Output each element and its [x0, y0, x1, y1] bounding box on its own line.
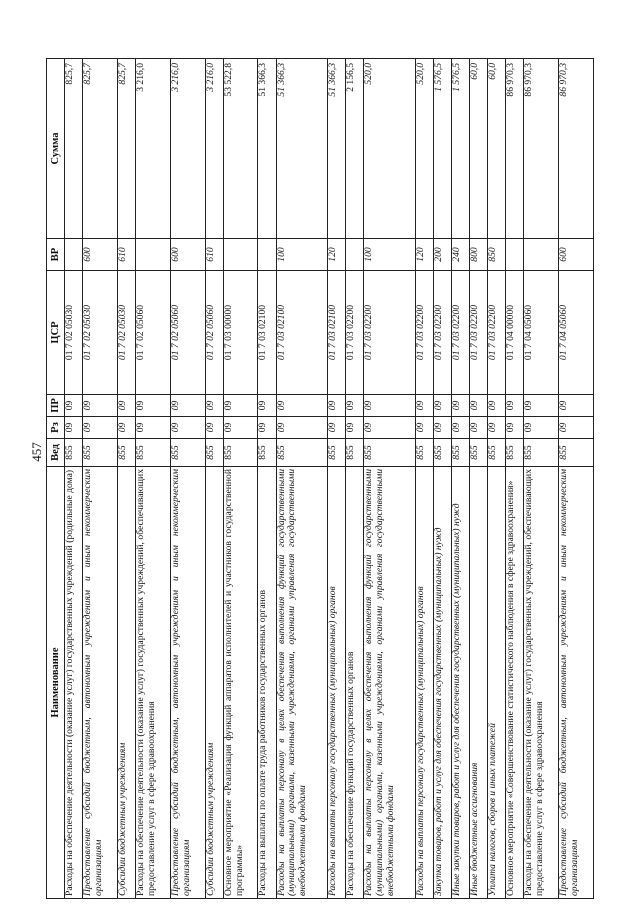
cell-pr: 09: [433, 395, 451, 417]
table-row: [136, 59, 171, 899]
cell-sum: 3 216,0: [205, 59, 223, 239]
cell-rz: 09: [136, 417, 171, 439]
cell-csr: 01 7 03 02200: [415, 271, 433, 395]
cell-sum: 3 216,0: [170, 59, 205, 239]
cell-vr: 610: [205, 239, 223, 271]
cell-ved: 855: [327, 439, 345, 467]
cell-vr: 800: [469, 239, 487, 271]
cell-csr: 01 7 03 02200: [469, 271, 487, 395]
cell-pr: 09: [346, 395, 364, 417]
cell-rz: 09: [469, 417, 487, 439]
table-row: [524, 59, 559, 899]
table-row: [117, 59, 135, 899]
cell-pr: 09: [524, 395, 559, 417]
table-row: [364, 59, 415, 899]
cell-name: Расходы на выплаты персоналу государственных (муниципальных) органов: [327, 467, 345, 899]
header-vr: ВР: [47, 239, 65, 271]
cell-pr: 09: [223, 395, 258, 417]
cell-sum: 60,0: [488, 59, 506, 239]
cell-ved: 855: [524, 439, 559, 467]
cell-ved: 855: [488, 439, 506, 467]
cell-pr: 09: [117, 395, 135, 417]
cell-csr: 01 7 02 05030: [65, 271, 83, 395]
cell-name: Расходы на выплаты по оплате труда работников государственных органов: [258, 467, 276, 899]
cell-name: Расходы на выплаты персоналу в целях обеспечения выполнения функций государственными (муниципальными) органами, казенными учреждениями, органами управления государственными внебюджетными фондами: [276, 467, 327, 899]
cell-ved: 855: [469, 439, 487, 467]
cell-name: Предоставление субсидий бюджетным, автономным учреждениям и иным некоммерческим организациям: [559, 467, 594, 899]
cell-vr: [524, 239, 559, 271]
cell-ved: 855: [559, 439, 594, 467]
cell-ved: 855: [258, 439, 276, 467]
cell-ved: 855: [83, 439, 118, 467]
cell-ved: 855: [433, 439, 451, 467]
cell-name: Расходы на обеспечение деятельности (оказание услуг) государственных учреждений (родильные дома): [65, 467, 83, 899]
cell-rz: 09: [488, 417, 506, 439]
cell-vr: [65, 239, 83, 271]
cell-csr: 01 7 02 05030: [117, 271, 135, 395]
cell-name: Закупка товаров, работ и услуг для обеспечения государственных (муниципальных) нужд: [433, 467, 451, 899]
cell-ved: 855: [276, 439, 327, 467]
table-row: [506, 59, 524, 899]
table-row: [451, 59, 469, 899]
cell-rz: 09: [506, 417, 524, 439]
table-header-row: [47, 59, 65, 899]
cell-vr: 200: [433, 239, 451, 271]
cell-pr: 09: [488, 395, 506, 417]
cell-sum: 520,0: [364, 59, 415, 239]
table-row: [258, 59, 276, 899]
cell-ved: 855: [205, 439, 223, 467]
cell-pr: 09: [276, 395, 327, 417]
header-pr: ПР: [47, 395, 65, 417]
cell-sum: 3 216,0: [136, 59, 171, 239]
cell-vr: 600: [170, 239, 205, 271]
cell-csr: 01 7 02 05030: [83, 271, 118, 395]
cell-vr: 120: [327, 239, 345, 271]
cell-pr: 09: [415, 395, 433, 417]
cell-vr: 600: [83, 239, 118, 271]
cell-csr: 01 7 03 02200: [433, 271, 451, 395]
cell-ved: 855: [364, 439, 415, 467]
cell-name: Основное мероприятие «Совершенствование статистического наблюдения в сфере здравоохранения»: [506, 467, 524, 899]
cell-sum: 825,7: [117, 59, 135, 239]
table-row: [559, 59, 594, 899]
table-row: [223, 59, 258, 899]
cell-rz: 09: [433, 417, 451, 439]
cell-csr: 01 7 03 02200: [346, 271, 364, 395]
cell-name: Расходы на выплаты персоналу в целях обеспечения выполнения функций государственными (муниципальными) органами, казенными учреждениями, органами управления государственными внебюджетными фондами: [364, 467, 415, 899]
header-rz: Рз: [47, 417, 65, 439]
cell-vr: [346, 239, 364, 271]
cell-csr: 01 7 02 05060: [170, 271, 205, 395]
table-row: [346, 59, 364, 899]
cell-pr: 09: [136, 395, 171, 417]
cell-rz: 09: [415, 417, 433, 439]
cell-name: Субсидии бюджетным учреждениям: [117, 467, 135, 899]
cell-csr: 01 7 02 05060: [136, 271, 171, 395]
cell-rz: 09: [65, 417, 83, 439]
cell-sum: 825,7: [65, 59, 83, 239]
budget-table-container: [46, 59, 594, 899]
cell-vr: 240: [451, 239, 469, 271]
cell-vr: 850: [488, 239, 506, 271]
cell-rz: 09: [276, 417, 327, 439]
cell-pr: 09: [170, 395, 205, 417]
cell-rz: 09: [83, 417, 118, 439]
cell-sum: 60,0: [469, 59, 487, 239]
cell-vr: 610: [117, 239, 135, 271]
cell-csr: 01 7 03 02200: [364, 271, 415, 395]
table-row: [65, 59, 83, 899]
cell-vr: 100: [276, 239, 327, 271]
cell-rz: 09: [258, 417, 276, 439]
table-row: [205, 59, 223, 899]
table-row: [469, 59, 487, 899]
cell-name: Расходы на обеспечение функций государственных органов: [346, 467, 364, 899]
cell-sum: 86 970,3: [559, 59, 594, 239]
cell-rz: 09: [327, 417, 345, 439]
cell-csr: 01 7 03 02100: [258, 271, 276, 395]
cell-name: Предоставление субсидий бюджетным, автономным учреждениям и иным некоммерческим организациям: [83, 467, 118, 899]
header-sum: Сумма: [47, 59, 65, 239]
cell-sum: 1 576,5: [451, 59, 469, 239]
cell-csr: 01 7 03 02200: [488, 271, 506, 395]
cell-sum: 53 522,8: [223, 59, 258, 239]
cell-rz: 09: [559, 417, 594, 439]
cell-ved: 855: [415, 439, 433, 467]
cell-vr: 600: [559, 239, 594, 271]
table-row: [327, 59, 345, 899]
cell-ved: 855: [506, 439, 524, 467]
cell-csr: 01 7 03 02200: [451, 271, 469, 395]
cell-csr: 01 7 03 02100: [327, 271, 345, 395]
cell-name: Уплата налогов, сборов и иных платежей: [488, 467, 506, 899]
cell-ved: 855: [136, 439, 171, 467]
cell-rz: 09: [205, 417, 223, 439]
cell-sum: 825,7: [83, 59, 118, 239]
cell-sum: 51 366,3: [327, 59, 345, 239]
cell-ved: 855: [346, 439, 364, 467]
table-row: [488, 59, 506, 899]
cell-csr: 01 7 03 00000: [223, 271, 258, 395]
cell-sum: 51 366,3: [258, 59, 276, 239]
table-row: [83, 59, 118, 899]
cell-name: Расходы на обеспечение деятельности (оказание услуг) государственных учреждений, обеспечивающих предоставление услуг в сфере здравоохранения: [136, 467, 171, 899]
cell-pr: 09: [451, 395, 469, 417]
cell-vr: [223, 239, 258, 271]
cell-sum: 51 366,3: [276, 59, 327, 239]
header-csr: ЦСР: [47, 271, 65, 395]
cell-name: Расходы на выплаты персоналу государственных (муниципальных) органов: [415, 467, 433, 899]
cell-csr: 01 7 04 05060: [524, 271, 559, 395]
cell-sum: 2 156,5: [346, 59, 364, 239]
cell-vr: 100: [364, 239, 415, 271]
cell-rz: 09: [524, 417, 559, 439]
cell-rz: 09: [170, 417, 205, 439]
cell-ved: 855: [223, 439, 258, 467]
cell-name: Расходы на обеспечение деятельности (оказание услуг) государственных учреждений, обеспечивающих предоставление услуг в сфере здравоохранения: [524, 467, 559, 899]
table-row: [415, 59, 433, 899]
cell-rz: 09: [364, 417, 415, 439]
cell-ved: 855: [451, 439, 469, 467]
budget-table: [46, 58, 594, 899]
cell-name: Основное мероприятие «Реализация функций аппаратов исполнителей и участников государственной программы»: [223, 467, 258, 899]
cell-rz: 09: [117, 417, 135, 439]
cell-pr: 09: [65, 395, 83, 417]
cell-ved: 855: [170, 439, 205, 467]
table-row: [276, 59, 327, 899]
cell-sum: 1 576,5: [433, 59, 451, 239]
cell-vr: 120: [415, 239, 433, 271]
cell-pr: 09: [327, 395, 345, 417]
cell-pr: 09: [205, 395, 223, 417]
cell-pr: 09: [559, 395, 594, 417]
cell-sum: 86 970,3: [506, 59, 524, 239]
cell-ved: 855: [117, 439, 135, 467]
page-number: 457: [29, 442, 44, 462]
cell-csr: 01 7 02 05060: [205, 271, 223, 395]
cell-pr: 09: [364, 395, 415, 417]
cell-vr: [136, 239, 171, 271]
cell-name: Предоставление субсидий бюджетным, автономным учреждениям и иным некоммерческим организациям: [170, 467, 205, 899]
cell-sum: 520,0: [415, 59, 433, 239]
cell-name: Иные бюджетные ассигнования: [469, 467, 487, 899]
cell-vr: [506, 239, 524, 271]
cell-pr: 09: [469, 395, 487, 417]
cell-csr: 01 7 04 05060: [559, 271, 594, 395]
cell-rz: 09: [223, 417, 258, 439]
cell-name: Субсидии бюджетным учреждениям: [205, 467, 223, 899]
table-row: [433, 59, 451, 899]
cell-sum: 86 970,3: [524, 59, 559, 239]
header-name: Наименование: [47, 467, 65, 899]
cell-rz: 09: [451, 417, 469, 439]
cell-pr: 09: [258, 395, 276, 417]
cell-ved: 855: [65, 439, 83, 467]
cell-csr: 01 7 03 02100: [276, 271, 327, 395]
cell-name: Иные закупки товаров, работ и услуг для обеспечения государственных (муниципальных) нужд: [451, 467, 469, 899]
cell-pr: 09: [83, 395, 118, 417]
cell-csr: 01 7 04 00000: [506, 271, 524, 395]
table-row: [170, 59, 205, 899]
cell-vr: [258, 239, 276, 271]
cell-pr: 09: [506, 395, 524, 417]
cell-rz: 09: [346, 417, 364, 439]
header-ved: Вед: [47, 439, 65, 467]
